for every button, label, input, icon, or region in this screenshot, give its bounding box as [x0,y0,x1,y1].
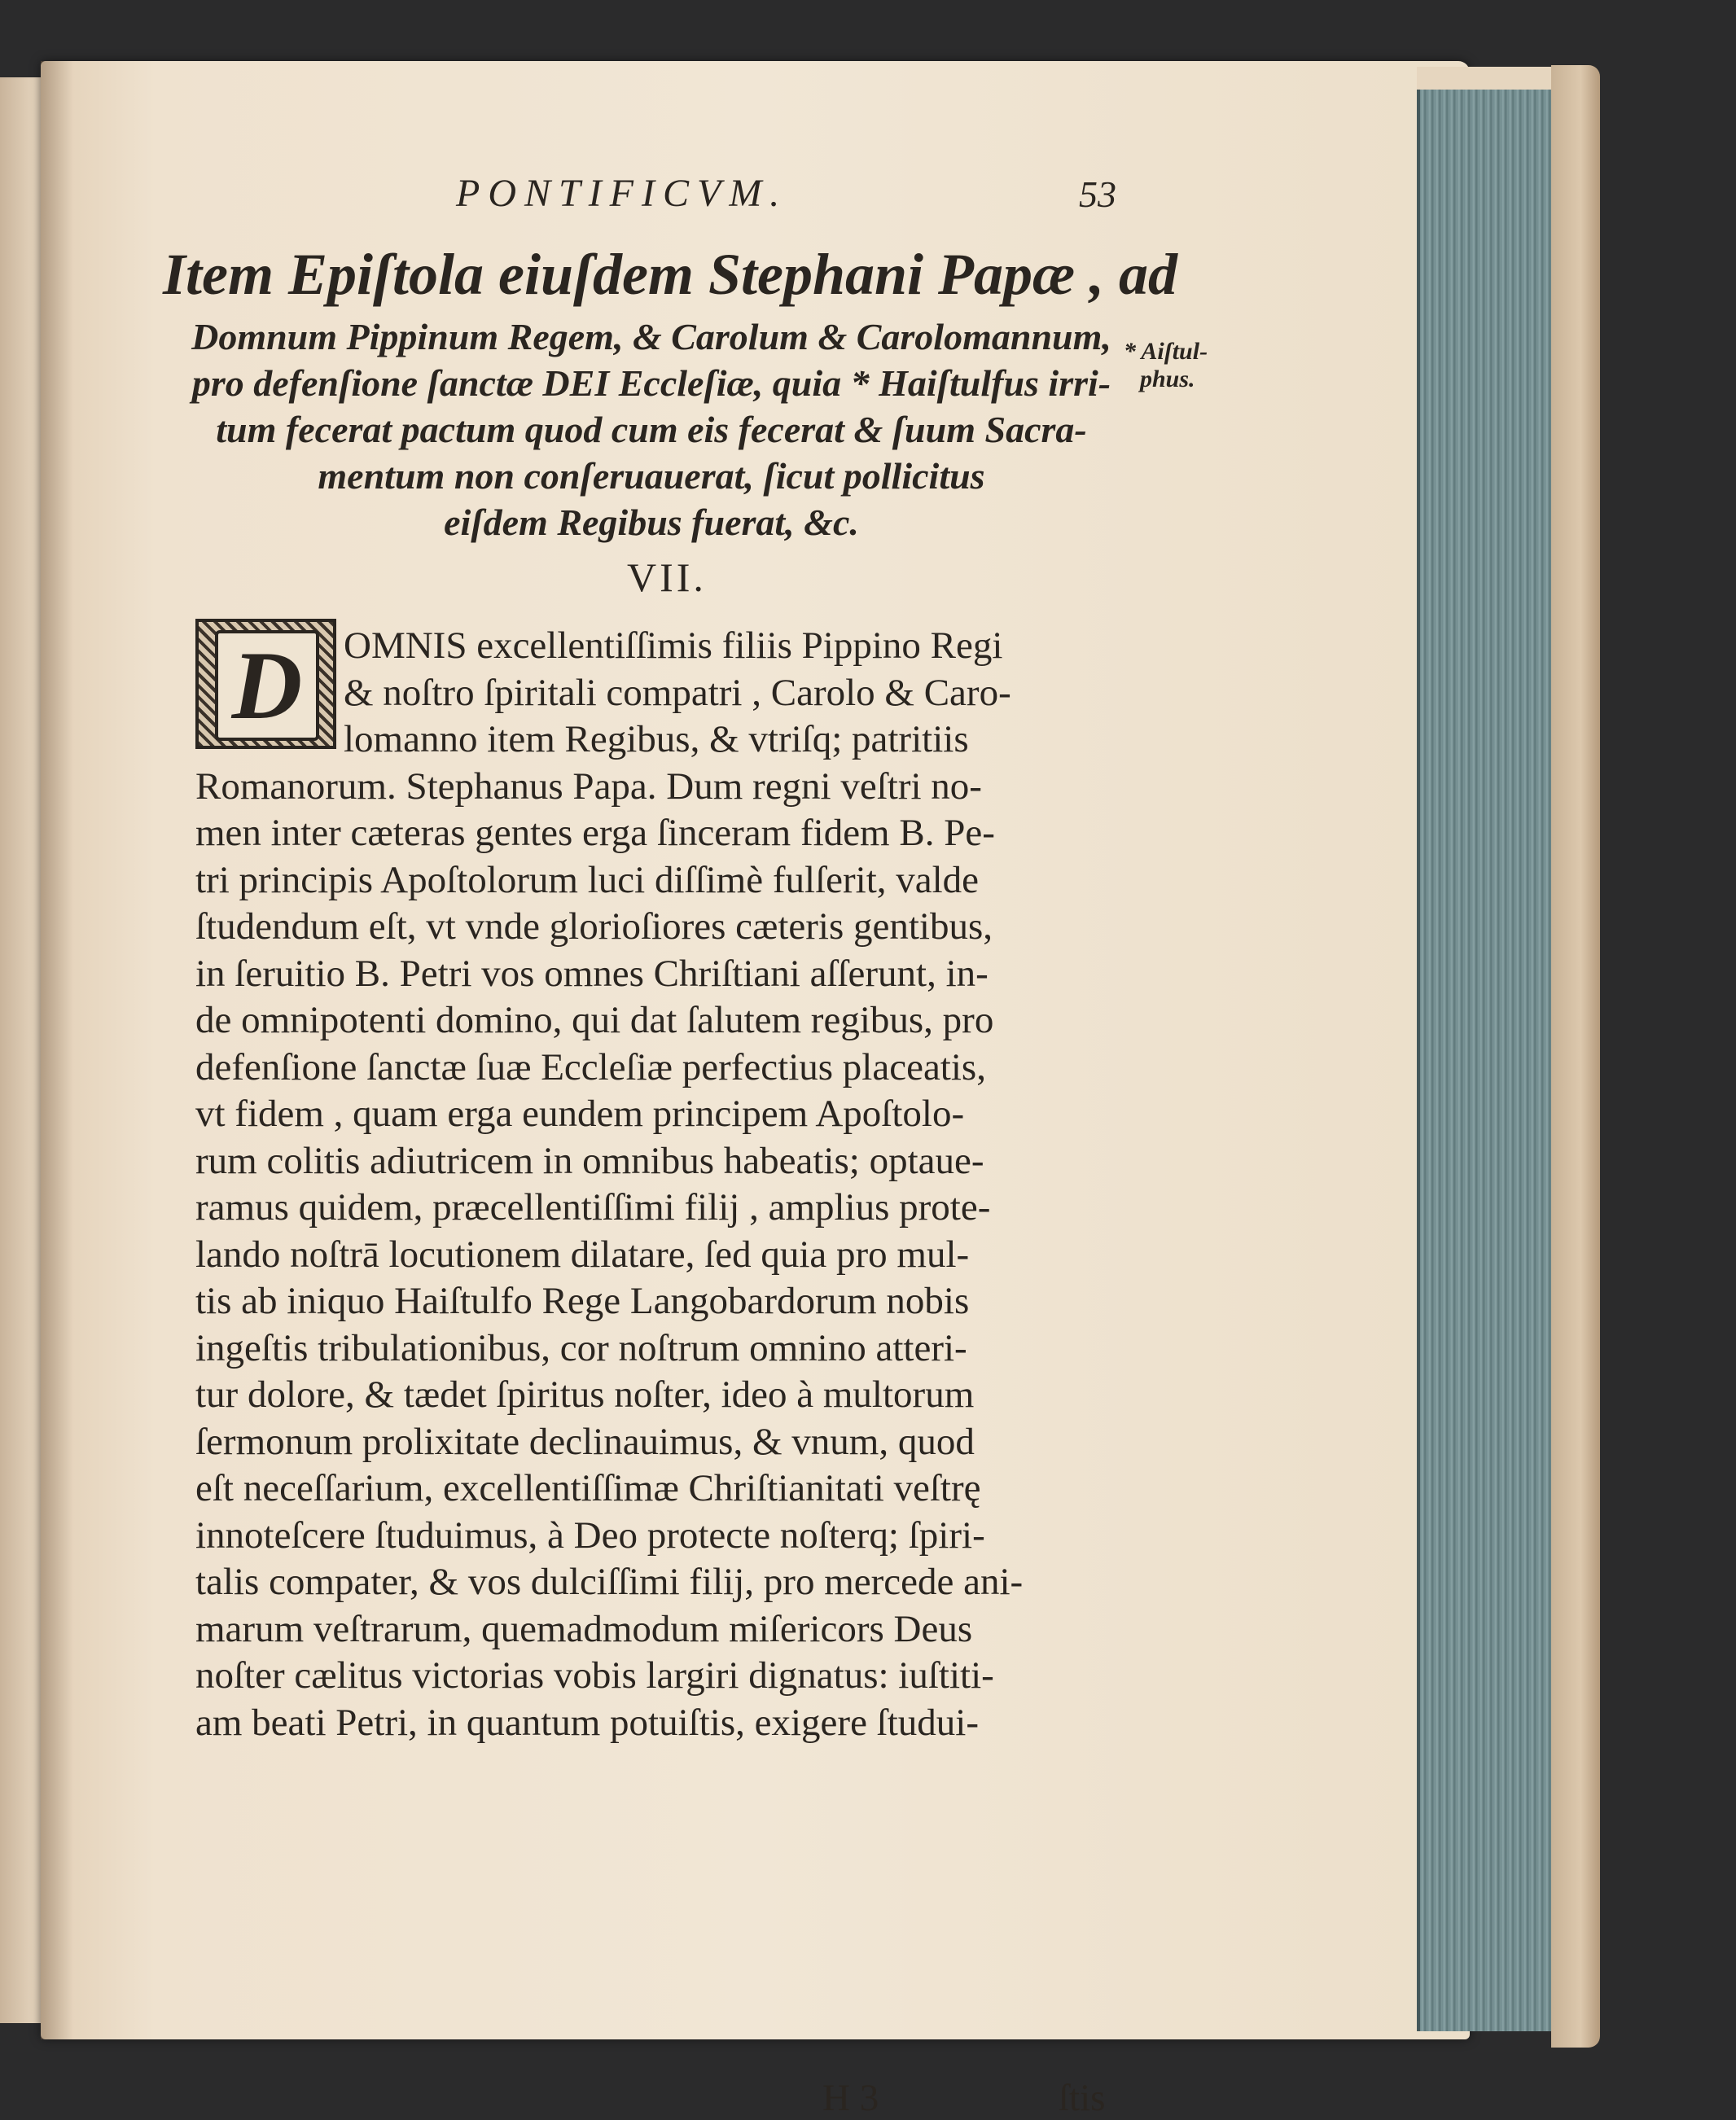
marginal-note-line-2: phus. [1140,366,1195,392]
decorated-initial-letter: D [215,630,319,741]
body-line: eſt neceſſarium, excellentiſſimæ Chriſtianitati veſtrę [195,1467,981,1509]
signature-mark: H 3 [822,2077,879,2119]
heading-line-5: mentum non conſeruauerat, ſicut pollicitus [318,455,985,497]
body-line: noſter cælitus victorias vobis largiri dignatus: iuſtiti- [195,1654,994,1697]
marginal-note-line-1: * Aiſtul- [1124,338,1208,365]
body-line: talis compater, & vos dulciſſimi filij, pro mercede ani- [195,1561,1024,1603]
body-line: ſermonum prolixitate declinauimus, & vnum, quod [195,1420,975,1463]
body-line: OMNIS excellentiſſimis filiis Pippino Regi [344,624,1003,667]
body-line: men inter cæteras gentes erga ſinceram fidem B. Pe- [195,812,995,854]
body-line: in ſeruitio B. Petri vos omnes Chriſtiani aſſerunt, in- [195,952,989,995]
heading-line-6: eiſdem Regibus fuerat, &c. [444,502,859,543]
body-line: vt fidem , quam erga eundem principem Apoſtolo- [195,1093,965,1135]
body-line: rum colitis adiutricem in omnibus habeatis; optaue- [195,1139,984,1182]
marginal-note [1124,338,1208,393]
page-block-edge [1417,90,1563,2031]
section-number: VII. [627,554,707,600]
body-line: tur dolore, & tædet ſpiritus noſter, ideo à multorum [195,1373,975,1416]
page-gutter-shadow [41,61,73,2039]
body-line: marum veſtrarum, quemadmodum miſericors Deus [195,1607,973,1650]
body-line: am beati Petri, in quantum potuiſtis, exigere ſtudui- [195,1701,980,1744]
body-line: & noſtro ſpiritali compatri , Carolo & Caro- [344,671,1011,714]
body-line: innoteſcere ſtuduimus, à Deo protecte noſterq; ſpiri- [195,1513,985,1557]
body-line: de omnipotenti domino, qui dat ſalutem regibus, pro [195,999,994,1041]
body-line: lomanno item Regibus, & vtriſq; patritiis [344,718,969,760]
body-line: ſtudendum eſt, vt vnde glorioſiores cæteris gentibus, [195,905,993,948]
body-line: lando noſtrā locutionem dilatare, ſed quia pro mul- [195,1233,970,1276]
catchword: ſtis [1059,2077,1106,2119]
body-line: ramus quidem, præcellentiſſimi filij , amplius prote- [195,1186,991,1229]
body-line: ingeſtis tribulationibus, cor noſtrum omnino atteri- [195,1326,967,1369]
running-head: PONTIFICVM. [456,172,788,215]
heading-line-1: Item Epiſtola eiuſdem Stephani Papæ , ad [163,242,1178,307]
body-line: defenſione ſanctæ ſuæ Eccleſiæ perfectius placeatis, [195,1045,986,1088]
folio-number: 53 [1079,173,1116,215]
body-text [195,623,1140,1746]
heading-line-2: Domnum Pippinum Regem, & Carolum & Carolomannum, [191,316,1111,357]
heading-line-4: tum fecerat pactum quod cum eis fecerat & ſuum Sacra- [216,409,1087,450]
body-line: tri principis Apoſtolorum luci diſſimè fulſerit, valde [195,858,980,901]
heading-line-3: pro defenſione ſanctæ DEI Eccleſiæ, quia * Haiſtulfus irri- [191,362,1111,404]
book-cover-edge [1551,65,1600,2048]
body-line: tis ab iniquo Haiſtulfo Rege Langobardorum nobis [195,1280,970,1322]
body-line: Romanorum. Stephanus Papa. Dum regni veſtri no- [195,764,982,808]
